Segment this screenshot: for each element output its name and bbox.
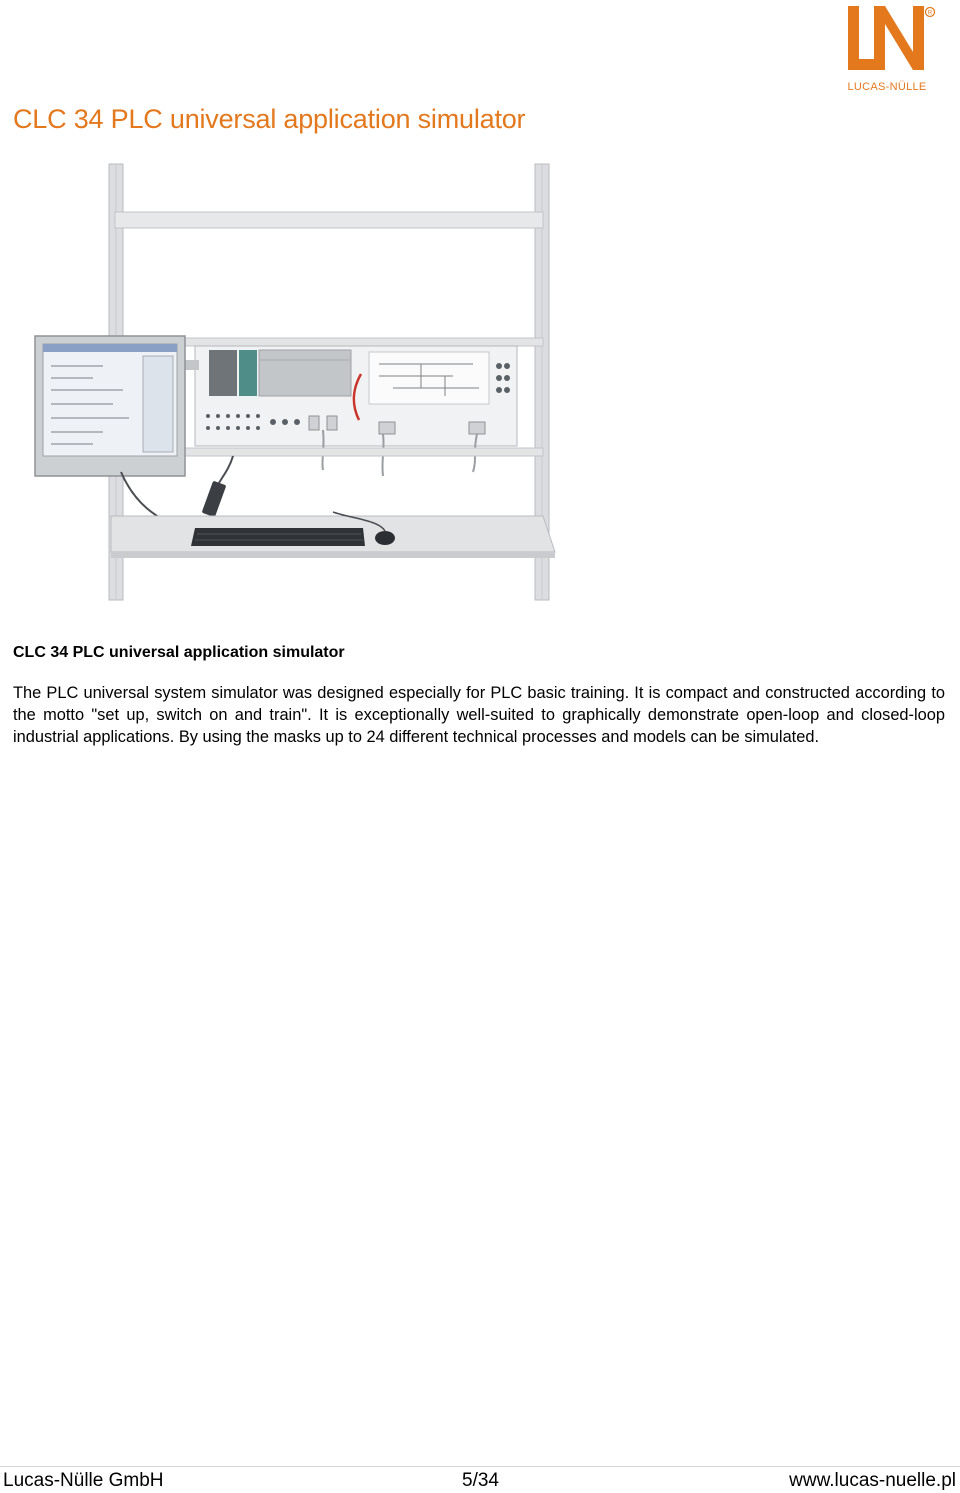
footer-company: Lucas-Nülle GmbH xyxy=(3,1470,164,1491)
page-title: CLC 34 PLC universal application simulator xyxy=(13,104,526,134)
footer-divider xyxy=(0,1466,960,1467)
svg-text:R: R xyxy=(927,10,933,17)
plc-training-workstation-photo xyxy=(33,160,563,602)
logo-wordmark: LUCAS-NÜLLE xyxy=(847,81,927,93)
lucas-nuelle-logo-icon xyxy=(846,4,936,96)
section-heading: CLC 34 PLC universal application simulator xyxy=(13,644,345,661)
footer-website-link[interactable]: www.lucas-nuelle.pl xyxy=(789,1470,956,1491)
footer-page-number: 5/34 xyxy=(462,1470,499,1491)
description-paragraph: The PLC universal system simulator was designed especially for PLC basic training. It is compact and constructed according to the motto "set up, switch on and train". It is exceptionally well-suited to graphically demonstrate open-loop and closed-loop industrial applications. By using the masks up to 24 different technical processes and models can be simulated. xyxy=(13,684,945,746)
